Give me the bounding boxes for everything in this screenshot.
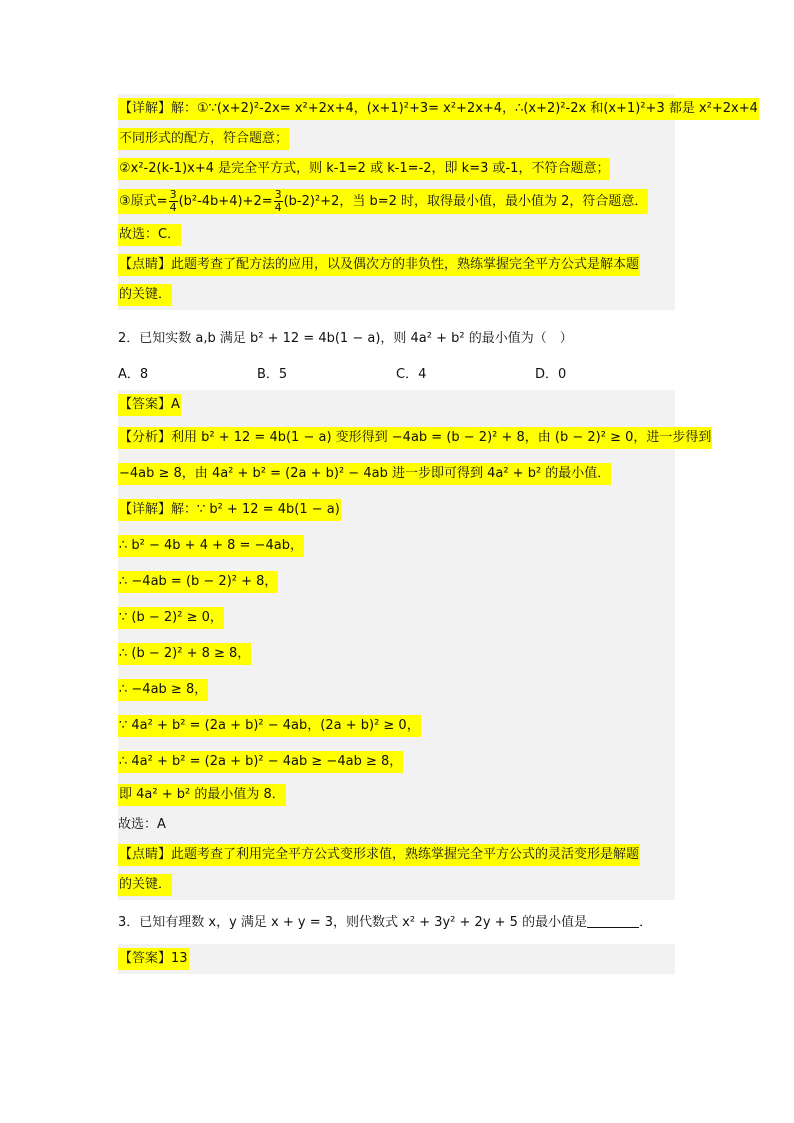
q2-options bbox=[118, 360, 675, 390]
fraction-3-4 bbox=[169, 189, 178, 214]
q3-stem bbox=[118, 908, 675, 938]
q2-step-5: ∴ (b − 2)² + 8 ≥ 8， bbox=[118, 643, 251, 665]
q2-solution-block bbox=[118, 390, 712, 900]
q2-answer-line bbox=[118, 390, 675, 420]
q1-detail-line-3 bbox=[118, 154, 675, 184]
q1-detail-text-1: 【详解】解：①∵(x+2)²-2x= x²+2x+4，(x+1)²+3= x²+2x+4，∴(x+2)²-2x 和(x+1)²+3 都是 x²+2x+4 bbox=[118, 98, 759, 120]
q2-analysis-1: 【分析】利用 b² + 12 = 4b(1 − a) 变形得到 −4ab = (b − 2)² + 8，由 (b − 2)² ≥ 0，进一步得到 bbox=[118, 427, 712, 449]
q2-step-7: ∵ 4a² + b² = (2a + b)² − 4ab，(2a + b)² ≥ 0， bbox=[118, 715, 421, 737]
q2-step-3: ∴ −4ab = (b − 2)² + 8， bbox=[118, 571, 278, 593]
q1-detail-line-2 bbox=[118, 124, 675, 154]
q2-conclusion: 即 4a² + b² 的最小值为 8． bbox=[118, 784, 286, 806]
q2-comment-line-2 bbox=[118, 870, 675, 900]
q2-option-c: C．4 bbox=[396, 367, 427, 382]
q3-answer: 【答案】13 bbox=[118, 948, 189, 970]
q1-detail-text-4 bbox=[118, 189, 648, 214]
q1-choose-line bbox=[118, 220, 675, 250]
q2-step-6: ∴ −4ab ≥ 8， bbox=[118, 679, 208, 701]
document-page bbox=[118, 94, 758, 974]
q3-answer-blank bbox=[587, 913, 639, 928]
q2-step-line bbox=[118, 492, 675, 528]
q1-detail-text-2: 不同形式的配方，符合题意； bbox=[118, 128, 289, 150]
q3-answer-block bbox=[118, 944, 675, 974]
frac-num-b: 3 bbox=[274, 188, 282, 201]
q2-option-a: A．8 bbox=[118, 367, 149, 382]
q2-step-4: ∵ (b − 2)² ≥ 0， bbox=[118, 607, 224, 629]
q1-detail-line-4 bbox=[118, 184, 675, 220]
q2-option-b: B．5 bbox=[257, 367, 288, 382]
frac-num: 3 bbox=[169, 188, 177, 201]
q2-choose: 故选：A bbox=[118, 817, 166, 832]
q1-detail-line-1 bbox=[118, 94, 758, 124]
q1-choose: 故选：C． bbox=[118, 224, 181, 246]
q1-detail-text-3: ②x²-2(k-1)x+4 是完全平方式，则 k-1=2 或 k-1=-2，即 k=3 或-1，不符合题意； bbox=[118, 158, 610, 180]
q2-option-d: D．0 bbox=[535, 367, 567, 382]
q2-stem: 2．已知实数 a,b 满足 b² + 12 = 4b(1 − a)，则 4a² + b² 的最小值为（ ） bbox=[118, 331, 573, 346]
q1-detail-4a: ③原式= bbox=[119, 194, 168, 209]
q2-choose-line bbox=[118, 810, 675, 840]
q2-conclusion-line bbox=[118, 780, 675, 810]
q2-step-line bbox=[118, 564, 675, 600]
q2-step-line bbox=[118, 708, 675, 744]
q2-step-line bbox=[118, 636, 675, 672]
q1-solution-block bbox=[118, 94, 758, 310]
q2-step-line bbox=[118, 528, 675, 564]
q2-comment-1: 【点睛】此题考查了利用完全平方公式变形求值，熟练掌握完全平方公式的灵活变形是解题 bbox=[118, 844, 640, 866]
q1-comment-1: 【点睛】此题考查了配方法的应用，以及偶次方的非负性，熟练掌握完全平方公式是解本题 bbox=[118, 254, 640, 276]
q2-step-2: ∴ b² − 4b + 4 + 8 = −4ab， bbox=[118, 535, 304, 557]
q1-detail-4c: (b-2)²+2，当 b=2 时，取得最小值，最小值为 2，符合题意． bbox=[283, 194, 648, 209]
q3-stem-end: ． bbox=[639, 915, 653, 930]
q2-step-8: ∴ 4a² + b² = (2a + b)² − 4ab ≥ −4ab ≥ 8， bbox=[118, 751, 403, 773]
q2-comment-2: 的关键． bbox=[118, 874, 172, 896]
q2-step-1: 【详解】解：∵ b² + 12 = 4b(1 − a) bbox=[118, 499, 341, 521]
q2-analysis-line-2 bbox=[118, 456, 675, 492]
q2-analysis-line-1 bbox=[118, 420, 712, 456]
frac-den: 4 bbox=[169, 201, 177, 214]
q3-answer-line bbox=[118, 944, 675, 974]
q2-answer: 【答案】A bbox=[118, 394, 181, 416]
q2-step-line bbox=[118, 672, 675, 708]
q1-comment-line-2 bbox=[118, 280, 675, 310]
q1-comment-line-1 bbox=[118, 250, 675, 280]
q2-step-line bbox=[118, 600, 675, 636]
q2-comment-line-1 bbox=[118, 840, 675, 870]
q1-detail-4b: (b²-4b+4)+2= bbox=[178, 194, 273, 209]
fraction-3-4-b bbox=[274, 189, 283, 214]
q1-comment-2: 的关键． bbox=[118, 284, 172, 306]
q2-analysis-2: −4ab ≥ 8，由 4a² + b² = (2a + b)² − 4ab 进一步即可得到 4a² + b² 的最小值． bbox=[118, 463, 611, 485]
frac-den-b: 4 bbox=[274, 201, 282, 214]
q2-step-line bbox=[118, 744, 675, 780]
q3-stem-text: 3．已知有理数 x，y 满足 x + y = 3，则代数式 x² + 3y² + 2y + 5 的最小值是 bbox=[118, 915, 588, 930]
